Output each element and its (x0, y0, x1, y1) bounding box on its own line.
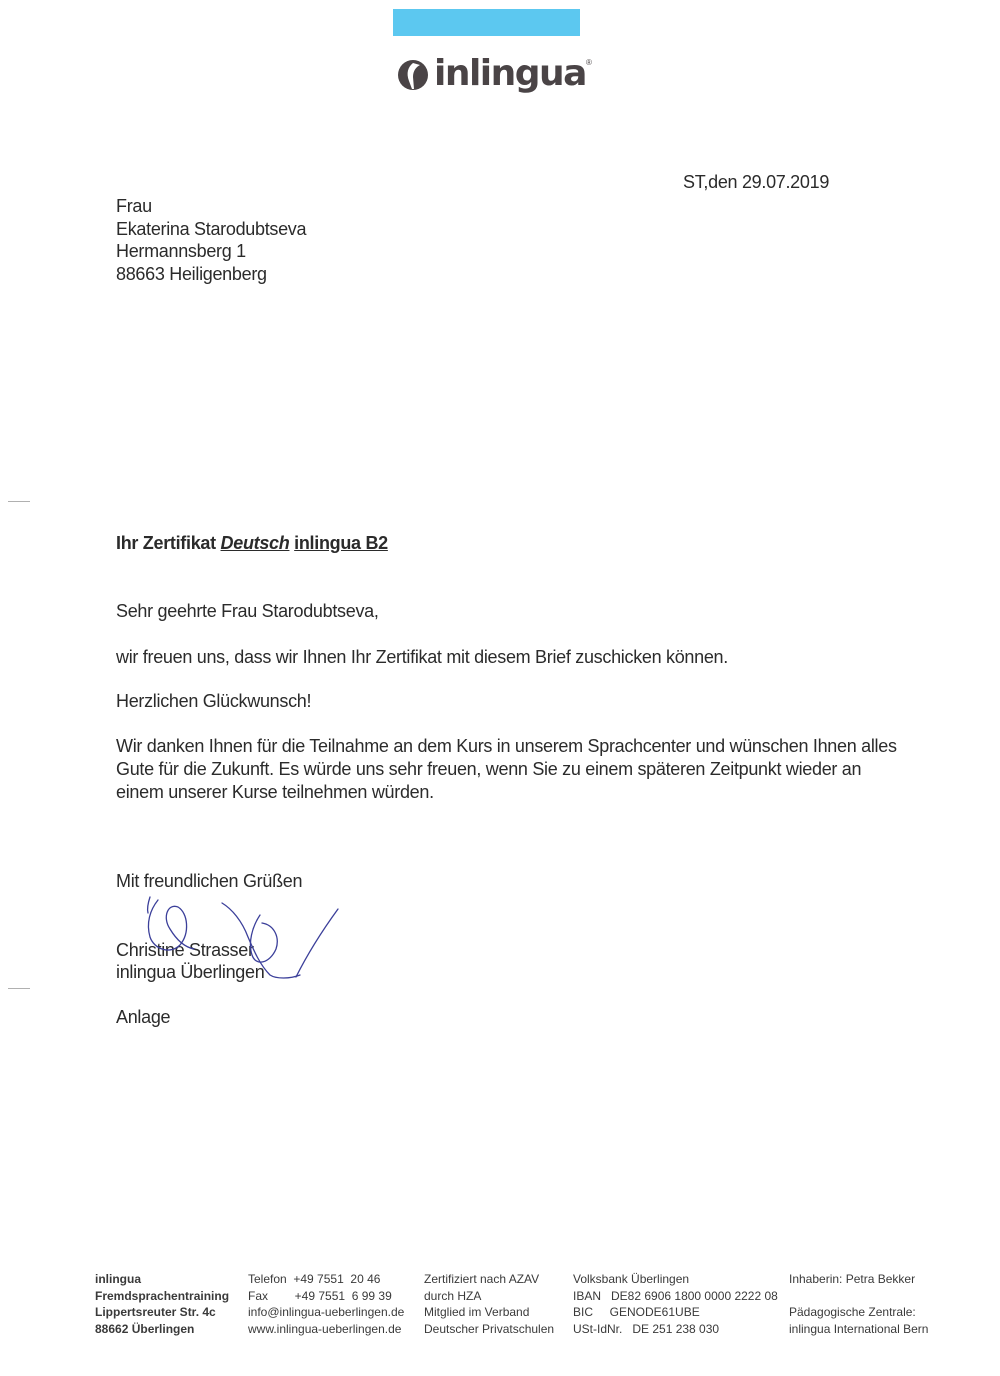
footer-company-line: 88662 Überlingen (95, 1321, 195, 1336)
signer-name: Christine Strasser (116, 940, 254, 960)
paragraph-3-line: einem unserer Kurse teilnehmen würden. (116, 782, 434, 802)
footer-bank-name: Volksbank Überlingen (573, 1272, 690, 1286)
logo-registered-mark: ® (585, 58, 592, 67)
footer-cert-line: Mitglied im Verband (424, 1305, 530, 1319)
inlingua-logo-icon (396, 57, 430, 91)
recipient-name: Ekaterina Starodubtseva (116, 218, 307, 239)
letter-subject (116, 533, 388, 554)
footer-central-office: Pädagogische Zentrale: (789, 1305, 916, 1319)
footer-owner-line: Inhaberin: Petra Bekker (789, 1272, 916, 1286)
footer-company (95, 1271, 229, 1337)
closing: Mit freundlichen Grüßen (116, 871, 303, 891)
footer-cert-line: Zertifiziert nach AZAV (424, 1272, 540, 1286)
subject-language: Deutsch (220, 533, 290, 553)
paragraph-3-line: Wir danken Ihnen für die Teilnahme an dem Kurs in unserem Sprachcenter und wünschen Ihnen alles (116, 736, 897, 756)
fold-mark (8, 501, 30, 502)
footer-cert-line: Deutscher Privatschulen (424, 1321, 555, 1336)
footer-company-line: Fremdsprachentraining (95, 1288, 230, 1303)
paragraph-3 (116, 735, 897, 804)
handwritten-signature (110, 895, 350, 990)
greeting: Sehr geehrte Frau Starodubtseva, (116, 601, 379, 621)
footer-certification (424, 1271, 554, 1337)
recipient-street: Hermannsberg 1 (116, 241, 246, 261)
subject-suffix: inlingua B2 (294, 533, 388, 553)
footer-vat-id: USt-IdNr. DE 251 238 030 (573, 1321, 720, 1336)
signer-org: inlingua Überlingen (116, 962, 265, 982)
subject-prefix: Ihr Zertifikat (116, 533, 221, 553)
paragraph-3-line: Gute für die Zukunft. Es würde uns sehr freuen, wenn Sie zu einem späteren Zeitpunkt wieder an (116, 759, 862, 779)
footer-phone: Telefon +49 7551 20 46 (248, 1272, 381, 1286)
letter-date: ST,den 29.07.2019 (683, 172, 830, 192)
footer-owner (789, 1271, 928, 1337)
footer-iban: IBAN DE82 6906 1800 0000 2222 08 (573, 1288, 778, 1303)
header-color-bar (393, 9, 580, 36)
footer-website: www.inlingua-ueberlingen.de (248, 1321, 402, 1336)
fold-mark (8, 988, 30, 989)
footer-fax: Fax +49 7551 6 99 39 (248, 1288, 392, 1303)
inlingua-logo (396, 52, 592, 96)
recipient-salutation: Frau (116, 196, 152, 216)
recipient-city: 88663 Heiligenberg (116, 263, 267, 284)
recipient-address (116, 195, 306, 285)
footer-cert-line: durch HZA (424, 1288, 482, 1303)
paragraph-2: Herzlichen Glückwunsch! (116, 691, 312, 711)
footer-bank (573, 1271, 778, 1337)
footer-email: info@inlingua-ueberlingen.de (248, 1305, 405, 1319)
enclosure-note: Anlage (116, 1007, 171, 1027)
paragraph-1: wir freuen uns, dass wir Ihnen Ihr Zertifikat mit diesem Brief zuschicken können. (116, 647, 728, 667)
footer-central-office: inlingua International Bern (789, 1321, 929, 1336)
footer-company-line: Lippertsreuter Str. 4c (95, 1305, 216, 1319)
logo-wordmark: inlingua (434, 53, 586, 94)
footer-contact (248, 1271, 404, 1337)
footer-bic: BIC GENODE61UBE (573, 1305, 700, 1319)
footer-company-line: inlingua (95, 1272, 141, 1286)
